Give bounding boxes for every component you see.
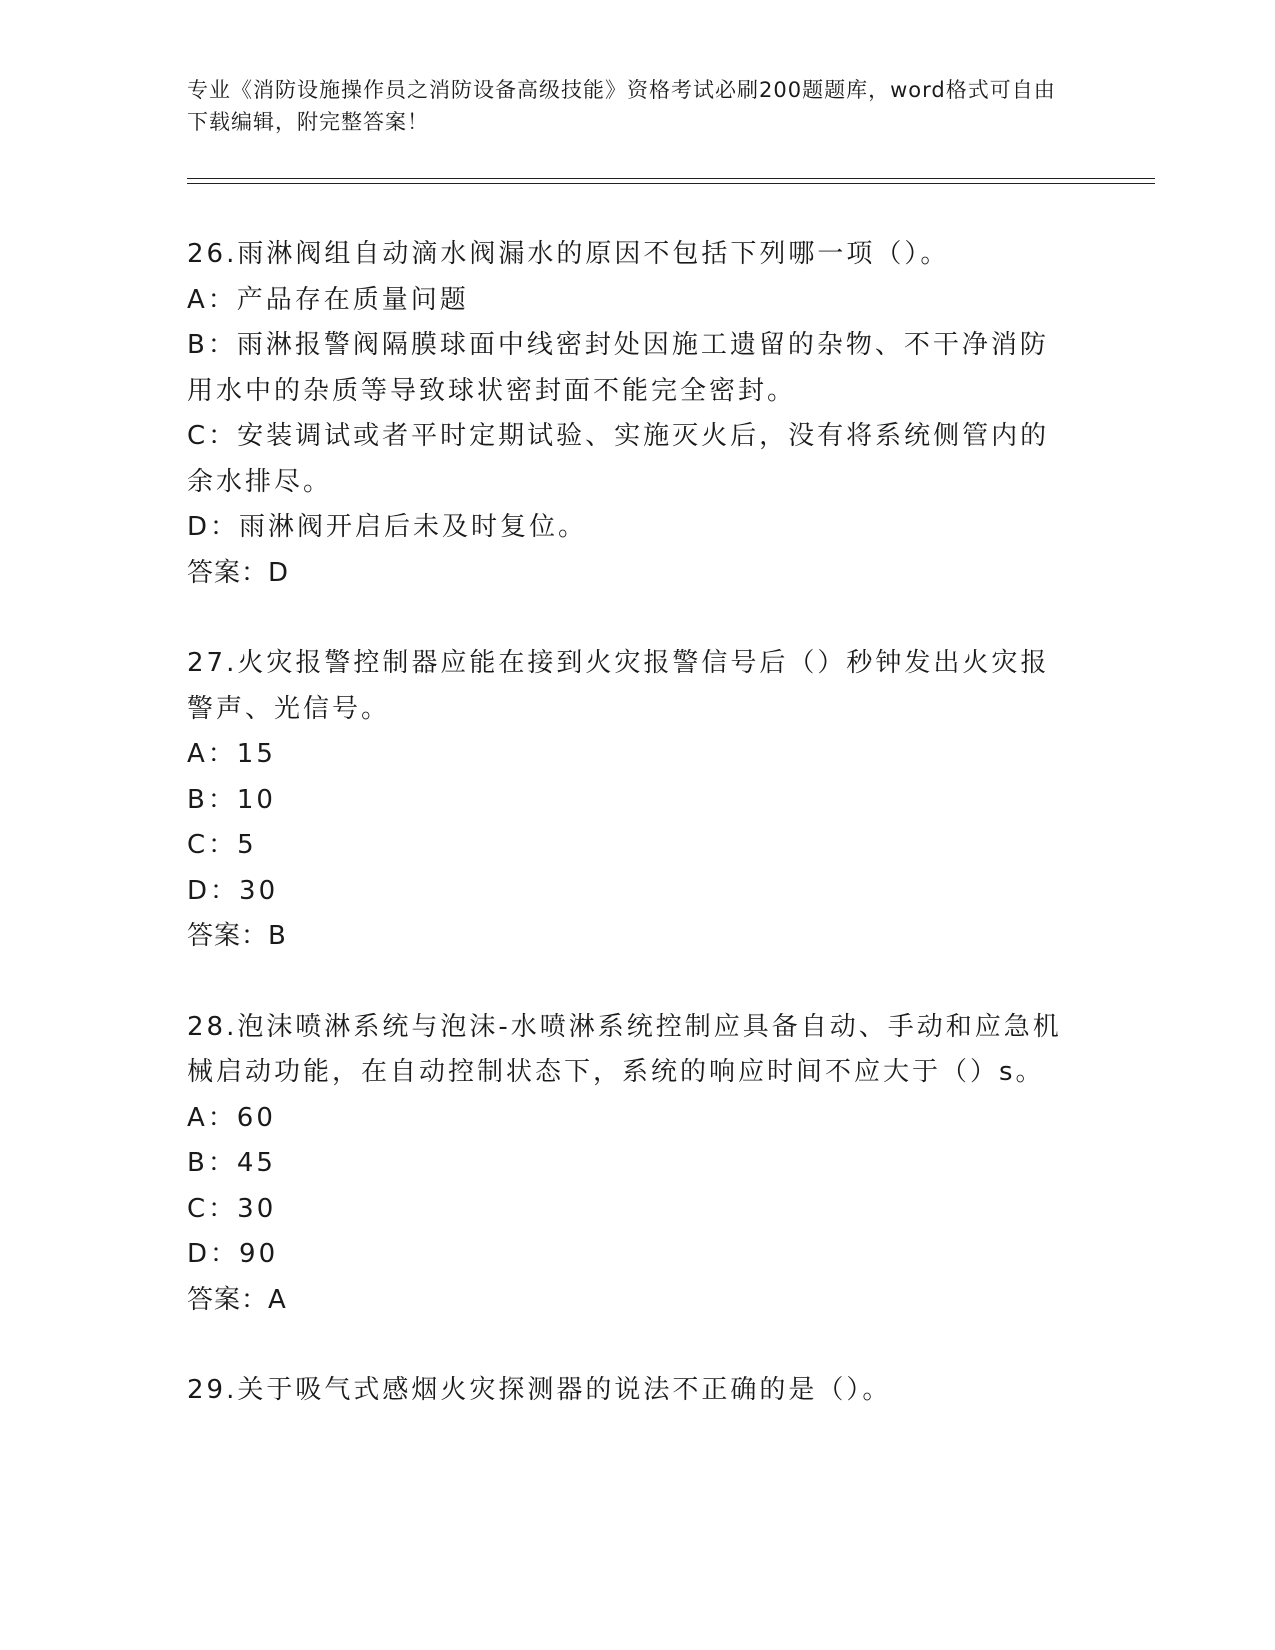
option-c: C：5 [187, 830, 257, 860]
option-a: A：60 [187, 1102, 276, 1133]
question-list [187, 232, 1067, 1459]
header-divider-bottom [187, 183, 1155, 184]
option-c: C：30 [187, 1193, 277, 1224]
question-stem: 27.火灾报警控制器应能在接到火灾报警信号后（）秒钟发出火灾报警声、光信号。 [187, 648, 1050, 724]
header-divider-top [187, 178, 1155, 179]
answer: 答案：D [187, 557, 290, 588]
option-a: A：产品存在质量问题 [187, 284, 469, 315]
document-header: 专业《消防设施操作员之消防设备高级技能》资格考试必刷200题题库，word格式可自由下载编辑，附完整答案！ [187, 78, 1056, 134]
option-d: D：雨淋阀开启后未及时复位。 [187, 512, 588, 542]
question-26 [187, 232, 1067, 596]
option-a: A：15 [187, 739, 276, 769]
question-29 [187, 1368, 1067, 1414]
question-stem: 29.关于吸气式感烟火灾探测器的说法不正确的是（）。 [187, 1375, 892, 1405]
question-stem: 26.雨淋阀组自动滴水阀漏水的原因不包括下列哪一项（）。 [187, 239, 950, 269]
question-28 [187, 1005, 1067, 1324]
option-b: B：10 [187, 784, 276, 815]
question-stem: 28.泡沫喷淋系统与泡沫-水喷淋系统控制应具备自动、手动和应急机械启动功能，在自动控制状态下，系统的响应时间不应大于（）s。 [187, 1011, 1062, 1087]
option-b: B：雨淋报警阀隔膜球面中线密封处因施工遗留的杂物、不干净消防用水中的杂质等导致球状密封面不能完全密封。 [187, 330, 1049, 406]
answer: 答案：A [187, 1284, 287, 1315]
option-d: D：30 [187, 875, 279, 906]
option-b: B：45 [187, 1148, 276, 1178]
option-c: C：安装调试或者平时定期试验、实施灭火后，没有将系统侧管内的余水排尽。 [187, 421, 1050, 497]
answer: 答案：B [187, 921, 287, 951]
option-d: D：90 [187, 1239, 279, 1269]
question-27 [187, 641, 1067, 960]
